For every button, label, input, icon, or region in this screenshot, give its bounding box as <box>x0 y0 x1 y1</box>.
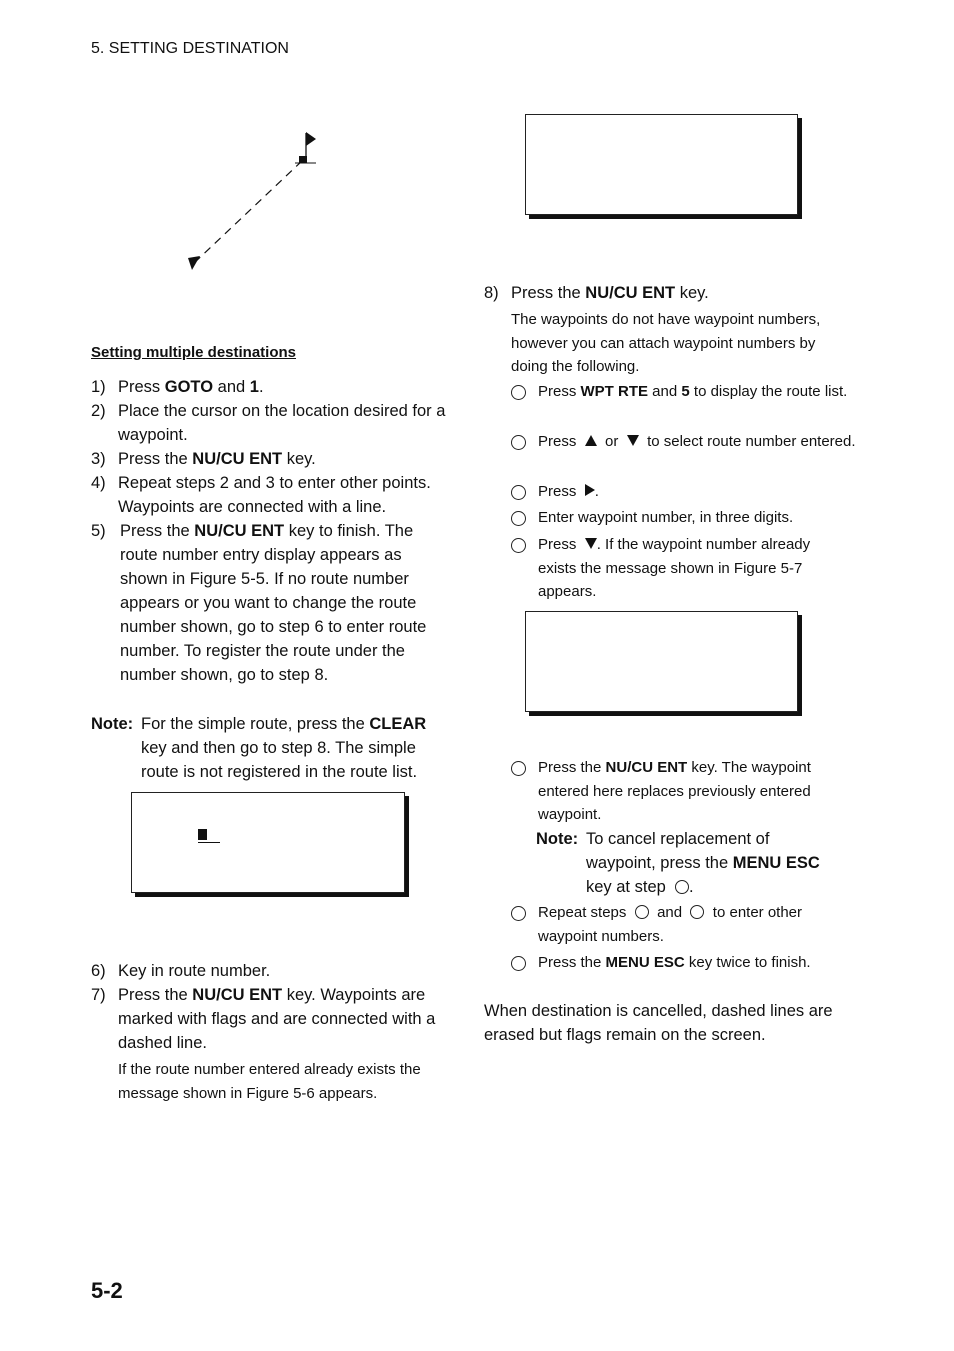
substep-f-part: NU/CU ENT <box>605 759 688 776</box>
note2-line3-text: key at step <box>586 878 666 896</box>
substep-b <box>538 430 858 454</box>
step-part: key. <box>675 284 709 302</box>
step8-explanation: The waypoints do not have waypoint numbers, however you can attach waypoint numbers by doing the following. <box>511 311 821 375</box>
step-part: key to finish. The route number entry display appears as shown in Figure 5-5. If no route number appears or you want to change the route number shown, go to step 6 to enter route number. To register the route under the number shown, go to step 8. <box>120 522 427 684</box>
substep-g-post: to enter other waypoint numbers. <box>538 904 803 945</box>
section-title: Setting multiple destinations <box>91 344 297 361</box>
closing-paragraph: When destination is cancelled, dashed lines are erased but flags remain on the screen. <box>484 1002 833 1044</box>
step-text <box>118 986 435 1052</box>
substep-e-pre: Press <box>538 536 577 553</box>
substep-b-pre: Press <box>538 433 577 450</box>
circle-bullet-icon <box>511 538 526 553</box>
substep-c-post: . <box>594 483 599 500</box>
step-part: NU/CU ENT <box>192 986 283 1004</box>
step-number: 7) <box>91 986 106 1004</box>
step-text <box>120 522 426 684</box>
step-number: 3) <box>91 450 106 468</box>
substep-f-part: key. The waypoint entered here replaces previously entered waypoint. <box>538 759 811 823</box>
substep-f-part: Press the <box>538 759 606 776</box>
step-text <box>118 402 445 444</box>
step-part: Press the <box>120 522 195 540</box>
substep-a-part: 5 <box>681 383 690 400</box>
note2-line2-text: waypoint, press the <box>586 854 733 872</box>
note1-part: CLEAR <box>369 715 427 733</box>
substep-g-pre: Repeat steps <box>538 904 627 921</box>
step-text <box>118 474 431 516</box>
note2-label: Note: <box>536 830 579 848</box>
step-part: NU/CU ENT <box>192 450 283 468</box>
right-arrow-key-icon <box>585 484 595 496</box>
step-item <box>91 399 451 447</box>
steps-list <box>91 375 451 687</box>
down-arrow-key-icon <box>627 435 639 446</box>
substep-e-post: . If the waypoint number already exists the message shown in Figure 5-7 appears. <box>538 536 811 600</box>
substep-b-mid: or <box>605 433 619 450</box>
dashed-route-illustration <box>180 125 330 275</box>
circle-bullet-icon <box>511 485 526 500</box>
note2-line3 <box>536 875 856 899</box>
figure-5-5-display <box>131 792 405 893</box>
step-part: Press the <box>511 284 586 302</box>
note2-line3-post: . <box>688 878 694 896</box>
circle-bullet-icon <box>511 511 526 526</box>
substep-e <box>538 533 843 604</box>
step-part: Press the <box>118 986 193 1004</box>
step-part: Key in route number. <box>118 962 271 980</box>
step-part: Press <box>118 378 165 396</box>
step-item <box>91 519 451 687</box>
step-part: Place the cursor on the location desired for a waypoint. <box>118 402 446 444</box>
substep-f <box>538 756 843 827</box>
circle-bullet-icon <box>511 956 526 971</box>
step-number: 6) <box>91 962 106 980</box>
note1-label: Note: <box>91 715 134 733</box>
circle-bullet-icon <box>511 906 526 921</box>
substep-g <box>538 901 843 948</box>
step-part: NU/CU ENT <box>585 284 676 302</box>
substep-a-part: to display the route list. <box>689 383 848 400</box>
step-item <box>91 471 451 519</box>
step-part: . <box>258 378 264 396</box>
circle-reference-icon <box>635 905 649 919</box>
figure-5-7-display <box>525 611 798 712</box>
note2-menu-esc: MENU ESC <box>732 854 820 872</box>
note2-line1: To cancel replacement of <box>586 830 770 848</box>
step-item <box>484 281 864 305</box>
note-cancel-replacement <box>536 827 856 899</box>
entry-underline <box>198 842 220 843</box>
step-item <box>91 983 451 1055</box>
circle-reference-icon <box>690 905 704 919</box>
step-item <box>91 375 451 399</box>
step-number: 5) <box>91 522 106 540</box>
step-part: GOTO <box>164 378 214 396</box>
step-number: 4) <box>91 474 106 492</box>
step-part: 1 <box>249 378 259 396</box>
steps-list-2 <box>91 959 451 1055</box>
page-number: 5-2 <box>91 1278 123 1303</box>
substep-h <box>538 951 858 975</box>
step-number: 1) <box>91 378 106 396</box>
step-part: Press the <box>118 450 193 468</box>
step-text <box>118 962 270 980</box>
step-number: 8) <box>484 284 499 302</box>
step-part: and <box>213 378 250 396</box>
step-number: 2) <box>91 402 106 420</box>
waypoint-mark-icon <box>299 156 307 163</box>
substep-a-part: WPT RTE <box>580 383 649 400</box>
circle-bullet-icon <box>511 385 526 400</box>
substep-a <box>538 380 858 404</box>
substep-g-mid: and <box>657 904 683 921</box>
substep-h-part: key twice to finish. <box>684 954 811 971</box>
note1-part: key and then go to step 8. The simple route is not registered in the route list. <box>141 739 418 781</box>
dashed-route-line <box>194 161 302 263</box>
cursor-block-icon <box>198 829 207 840</box>
step-item <box>91 447 451 471</box>
substep-h-part: Press the <box>538 954 606 971</box>
substep-d: Enter waypoint number, in three digits. <box>538 509 794 526</box>
step-item <box>91 959 451 983</box>
substep-c-pre: Press <box>538 483 577 500</box>
step-part: key. Waypoints are marked with flags and are connected with a dashed line. <box>118 986 436 1052</box>
up-arrow-key-icon <box>585 435 597 446</box>
step-8 <box>484 281 864 305</box>
step-text <box>118 378 264 396</box>
step-text <box>118 450 316 468</box>
note2-line2 <box>536 851 856 875</box>
substep-b-post: to select route number entered. <box>647 433 856 450</box>
circle-bullet-icon <box>511 761 526 776</box>
step-part: key. <box>282 450 316 468</box>
substep-a-part: Press <box>538 383 581 400</box>
substep-c <box>538 480 858 504</box>
figure-5-6-display <box>525 114 798 215</box>
step7-note: If the route number entered already exists the message shown in Figure 5-6 appears. <box>118 1061 421 1102</box>
note1-body <box>91 712 451 784</box>
running-header: 5. SETTING DESTINATION <box>91 40 289 57</box>
step-part: NU/CU ENT <box>194 522 285 540</box>
circle-bullet-icon <box>511 435 526 450</box>
down-arrow-key-icon <box>585 538 597 549</box>
substep-a-part: and <box>648 383 682 400</box>
note-simple-route <box>91 712 451 784</box>
substep-h-part: MENU ESC <box>605 954 685 971</box>
step-text <box>511 284 709 302</box>
flag-icon <box>306 132 316 146</box>
circle-reference-icon <box>675 880 689 894</box>
step-part: Repeat steps 2 and 3 to enter other points. Waypoints are connected with a line. <box>118 474 431 516</box>
note1-part: For the simple route, press the <box>141 715 370 733</box>
start-arrow-icon <box>188 256 200 270</box>
